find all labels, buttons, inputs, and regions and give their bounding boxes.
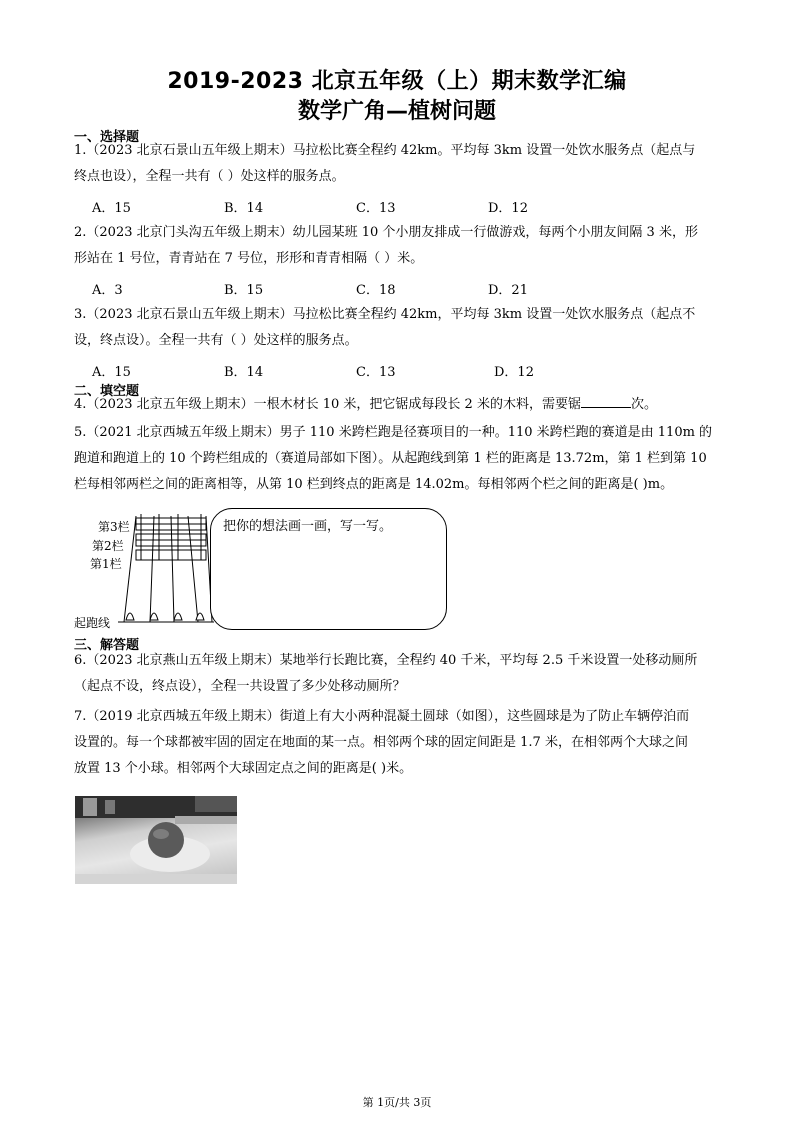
document-subtitle: 数学广角—植树问题: [297, 99, 496, 124]
question-6-line-2: （起点不设，终点设），全程一共设置了多少处移动厕所？: [74, 679, 406, 694]
label-hurdle-3: 第3栏: [98, 520, 130, 534]
question-4-suffix: 次。: [630, 397, 657, 412]
option-a[interactable]: A．15: [92, 365, 131, 380]
page-footer: 第 1页/共 3页: [362, 1096, 432, 1109]
question-6-line-1: 6.（2023 北京燕山五年级上期末）某地举行长跑比赛，全程约 40 千米，平均每 2.5 千米设置一处移动厕所: [74, 653, 698, 668]
bubble-prompt: 把你的想法画一画，写一写。: [223, 519, 393, 534]
label-start-line: 起跑线: [74, 616, 111, 630]
section-heading-choice: 一、选择题: [74, 130, 140, 145]
question-5-line-1: 5.（2021 北京西城五年级上期末）男子 110 米跨栏跑是径赛项目的一种。110 米跨栏跑的赛道是由 110m 的: [74, 425, 713, 440]
document-title: 2019-2023 北京五年级（上）期末数学汇编: [167, 69, 627, 94]
section-heading-fill: 二、填空题: [74, 384, 140, 399]
option-a[interactable]: A．15: [92, 201, 131, 216]
answer-blank[interactable]: [581, 395, 631, 408]
option-b[interactable]: B．15: [224, 283, 264, 298]
question-3-options: [92, 361, 692, 381]
option-c[interactable]: C．13: [356, 365, 396, 380]
section-heading-solve: 三、解答题: [74, 638, 140, 653]
question-6: [74, 648, 724, 700]
option-d[interactable]: D．12: [488, 201, 528, 216]
option-c[interactable]: C．13: [356, 201, 396, 216]
question-1: [74, 138, 724, 190]
question-2-line-1: 2.（2023 北京门头沟五年级上期末）幼儿园某班 10 个小朋友排成一行做游戏，每两个小朋友间隔 3 米，形: [74, 225, 698, 240]
option-c[interactable]: C．18: [356, 283, 396, 298]
question-5-line-2: 跑道和跑道上的 10 个跨栏组成的（赛道局部如下图）。从起跑线到第 1 栏的距离是 13.72m，第 1 栏到第 10: [74, 451, 707, 466]
option-b[interactable]: B．14: [224, 201, 264, 216]
label-hurdle-1: 第1栏: [90, 557, 122, 571]
question-4: [74, 392, 724, 418]
question-1-line-2: 终点也设），全程一共有（ ）处这样的服务点。: [74, 169, 345, 184]
question-7-line-1: 7.（2019 北京西城五年级上期末）街道上有大小两种混凝土圆球（如图），这些圆球是为了防止车辆停泊而: [74, 709, 690, 724]
question-4-text: 4.（2023 北京五年级上期末）一根木材长 10 米，把它锯成每段长 2 米的木料，需要锯: [74, 397, 581, 412]
concrete-ball-photo: [75, 796, 237, 884]
hurdle-track-figure: [74, 510, 214, 630]
question-1-line-1: 1.（2023 北京石景山五年级上期末）马拉松比赛全程约 42km。平均每 3km 设置一处饮水服务点（起点与: [74, 143, 696, 158]
answer-thought-bubble[interactable]: [210, 508, 447, 630]
question-3-line-2: 设，终点设）。全程一共有（ ）处这样的服务点。: [74, 333, 358, 348]
label-hurdle-2: 第2栏: [92, 539, 124, 553]
question-2: [74, 220, 724, 272]
question-7: [74, 704, 724, 782]
question-5-line-3: 栏每相邻两栏之间的距离相等，从第 10 栏到终点的距离是 14.02m。每相邻两个栏之间的距离是( )m。: [74, 477, 674, 492]
question-2-line-2: 形站在 1 号位，青青站在 7 号位，形形和青青相隔（ ）米。: [74, 251, 424, 266]
question-2-options: [92, 279, 692, 299]
question-5: [74, 420, 724, 498]
option-a[interactable]: A．3: [92, 283, 123, 298]
option-b[interactable]: B．14: [224, 365, 264, 380]
option-d[interactable]: D．12: [494, 365, 534, 380]
question-3-line-1: 3.（2023 北京石景山五年级上期末）马拉松比赛全程约 42km，平均每 3km 设置一处饮水服务点（起点不: [74, 307, 696, 322]
photo-drawing: [75, 796, 237, 884]
question-7-line-3: 放置 13 个小球。相邻两个大球固定点之间的距离是( )米。: [74, 761, 413, 776]
question-1-options: [92, 197, 692, 217]
question-7-line-2: 设置的。每一个球都被牢固的固定在地面的某一点。相邻两个球的固定间距是 1.7 米，在相邻两个大球之间: [74, 735, 688, 750]
question-3: [74, 302, 724, 354]
option-d[interactable]: D．21: [488, 283, 528, 298]
